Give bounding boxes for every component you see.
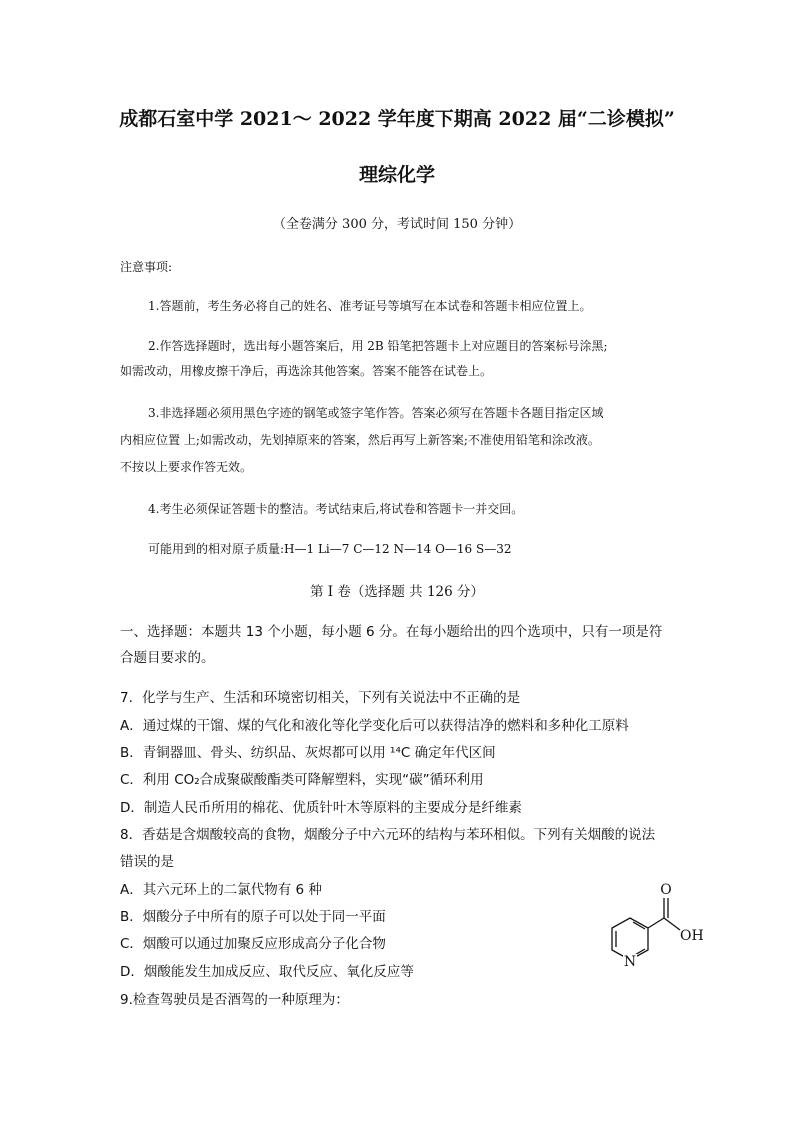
structure-label-o: O [660,882,672,898]
q8-option-a: A．其六元环上的二氯代物有 6 种 [120,882,322,898]
section-instructions-cont: 合题目要求的。 [120,650,215,666]
section-instructions: 一、选择题：本题共 13 个小题，每小题 6 分。在每小题给出的四个选项中，只有一项是符 [120,624,663,640]
q7-option-d: D．制造人民币所用的棉花、优质针叶木等原料的主要成分是纤维素 [120,800,522,816]
note-item-4: 4.考生必须保证答题卡的整洁。考试结束后,将试卷和答题卡一并交回。 [148,502,524,516]
structure-label-n: N [623,954,637,970]
q8-option-d: D．烟酸能发生加成反应、取代反应、氧化反应等 [120,964,414,980]
structure-label-oh: OH [680,928,704,944]
q7-option-a: A．通过煤的干馏、煤的气化和液化等化学变化后可以获得洁净的燃料和多种化工原料 [120,718,629,734]
note-item-3-cont: 内相应位置 上;如需改动，先划掉原来的答案，然后再写上新答案;不准使用铅笔和涂改液。 [120,433,600,447]
q8-option-b: B．烟酸分子中所有的原子可以处于同一平面 [120,909,386,925]
note-item-1: 1.答题前，考生务必将自己的姓名、准考证号等填写在本试卷和答题卡相应位置上。 [148,299,592,313]
q8-stem: 8．香菇是含烟酸较高的食物，烟酸分子中六元环的结构与苯环相似。下列有关烟酸的说法 [120,827,656,843]
notes-heading: 注意事项: [120,260,173,274]
q7-option-b: B．青铜器皿、骨头、纺织品、灰烬都可以用 ¹⁴C 确定年代区间 [120,745,496,761]
q8-stem-cont: 错误的是 [120,854,174,870]
note-item-2: 2.作答选择题时，选出每小题答案后，用 2B 铅笔把答题卡上对应题目的答案标号涂黑; [148,339,608,353]
exam-subject: 理综化学 [358,164,435,186]
exam-info: （全卷满分 300 分，考试时间 150 分钟） [272,217,522,232]
q7-option-c: C．利用 CO₂合成聚碳酸酯类可降解塑料，实现“碳”循环利用 [120,772,484,788]
q7-stem: 7．化学与生产、生活和环境密切相关，下列有关说法中不正确的是 [120,690,521,706]
nicotinic-acid-structure [600,880,720,980]
q8-option-c: C．烟酸可以通过加聚反应形成高分子化合物 [120,936,386,952]
q9-stem: 9.检查驾驶员是否酒驾的一种原理为： [120,992,349,1008]
note-item-2-cont: 如需改动，用橡皮擦干净后，再选涂其他答案。答案不能答在试卷上。 [120,364,493,378]
atomic-masses: 可能用到的相对原子质量:H—1 Li—7 C—12 N—14 O—16 S—32 [148,542,512,556]
exam-title: 成都石室中学 2021～ 2022 学年度下期高 2022 届“二诊模拟” [119,108,675,130]
note-item-3-cont2: 不按以上要求作答无效。 [120,460,253,474]
note-item-3: 3.非选择题必须用黑色字迹的钢笔或签字笔作答。答案必须写在答题卡各题目指定区域 [148,406,604,420]
section-title: 第 I 卷（选择题 共 126 分） [309,584,485,600]
